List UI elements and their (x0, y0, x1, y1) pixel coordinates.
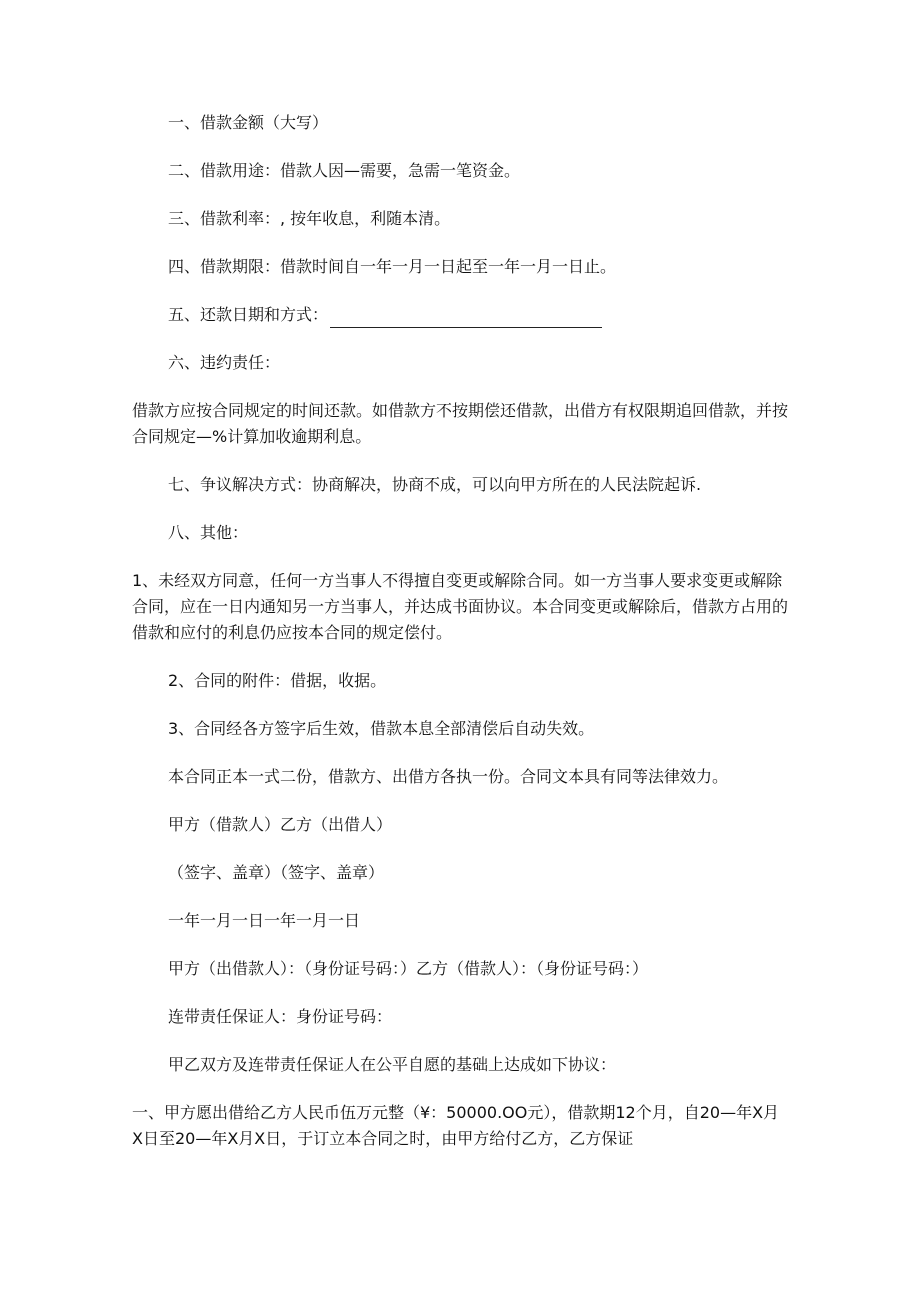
clause-other-heading: 八、其他： (168, 523, 249, 542)
clause-loan-amount: 一、借款金额（大写） (168, 113, 329, 132)
clause-dispute: 七、争议解决方式：协商解决，协商不成，可以向甲方所在的人民法院起诉. (168, 475, 702, 494)
party-id-line: 甲方（出借款人）：（身份证号码：）乙方（借款人）：（身份证号码：） (168, 959, 649, 978)
clause-liability-body: 借款方应按合同规定的时间还款。如借款方不按期偿还借款，出借方有权限期追回借款，并按合同规定—%计算加收逾期利息。 (132, 401, 789, 446)
agreement-intro: 甲乙双方及连带责任保证人在公平自愿的基础上达成如下协议： (168, 1055, 617, 1074)
other-item-2: 2、合同的附件：借据，收据。 (168, 671, 387, 690)
party-labels: 甲方（借款人）乙方（出借人） (168, 815, 393, 834)
repayment-blank-line (330, 313, 602, 328)
clause-loan-term: 四、借款期限：借款时间自一年一月一日起至一年一月一日止。 (168, 257, 617, 276)
signature-labels: （签字、盖章）（签字、盖章） (168, 863, 385, 882)
agreement-clause-1: 一、甲方愿出借给乙方人民币伍万元整（¥：50000.OO元），借款期12个月，自20—年X月X日至20—年X月X日，于订立本合同之时，由甲方给付乙方，乙方保证 (132, 1103, 780, 1148)
guarantor-line: 连带责任保证人：身份证号码： (168, 1007, 393, 1026)
document-body (132, 110, 789, 1174)
clause-interest-rate: 三、借款利率：, 按年收息，利随本清。 (168, 209, 451, 228)
copies-statement: 本合同正本一式二份，借款方、出借方各执一份。合同文本具有同等法律效力。 (168, 767, 729, 786)
other-item-1: 1、未经双方同意，任何一方当事人不得擅自变更或解除合同。如一方当事人要求变更或解除合同，应在一日内通知另一方当事人，并达成书面协议。本合同变更或解除后，借款方占用的借款和应付的利息仍应按本合同的规定偿付。 (132, 571, 789, 642)
clause-loan-purpose: 二、借款用途：借款人因—需要，急需一笔资金。 (168, 161, 521, 180)
clause-liability-heading: 六、违约责任： (168, 353, 281, 372)
signature-dates: 一年一月一日一年一月一日 (168, 911, 361, 930)
other-item-3: 3、合同经各方签字后生效，借款本息全部清偿后自动失效。 (168, 719, 595, 738)
clause-repayment-label: 五、还款日期和方式： (168, 305, 329, 324)
clause-repayment (168, 302, 788, 328)
